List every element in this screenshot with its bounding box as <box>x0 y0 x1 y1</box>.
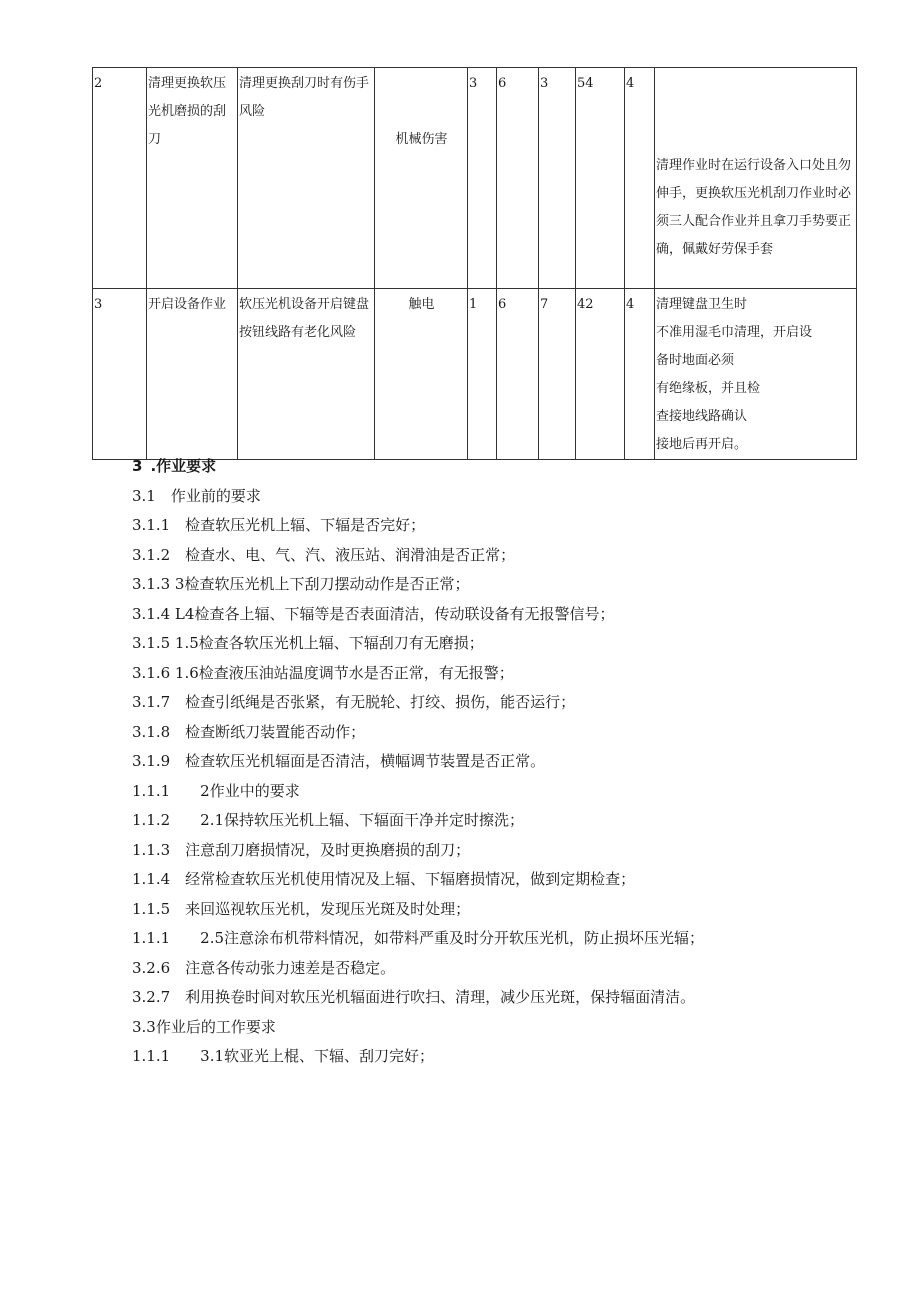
table-row <box>93 68 857 289</box>
cell-level: 4 <box>625 289 655 460</box>
text-line: 1.1.5 来回巡视软压光机，发现压光斑及时处理； <box>132 899 471 918</box>
cell-risk: 软压光机设备开启键盘按钮线路有老化风险 <box>238 289 375 460</box>
measure-line: 接地后再开启。 <box>656 437 748 452</box>
text-line: 3.1.4 L4检查各上辐、下辐等是否表面清洁，传动联设备有无报警信号； <box>132 604 615 623</box>
cell-measures <box>655 289 857 460</box>
text-line: 1.1.1 3.1软亚光上棍、下辐、刮刀完好； <box>132 1047 435 1065</box>
text-line: 3.2.7 利用换卷时间对软压光机辐面进行吹扫、清理，减少压光斑，保持辐面清洁。 <box>132 988 696 1006</box>
measure-line: 查接地线路确认 <box>656 409 748 424</box>
section-title: .作业要求 <box>150 457 217 475</box>
text-line: 3.1.9 检查软压光机辐面是否清洁，横幅调节装置是否正常。 <box>132 752 546 770</box>
cell-e: 6 <box>497 289 539 460</box>
section-number: 3 <box>132 457 143 475</box>
cell-l: 3 <box>468 68 497 289</box>
text-line: 1.1.1 2.5注意涂布机带料情况，如带料严重及时分开软压光机，防止损坏压光辐； <box>132 929 705 947</box>
table-row <box>93 289 857 460</box>
cell-c: 3 <box>539 68 576 289</box>
measure-line: 有绝缘板，并且检 <box>656 381 761 396</box>
cell-hazard: 机械伤害 <box>395 132 448 147</box>
cell-no: 3 <box>93 289 147 460</box>
text-line: 3.1 作业前的要求 <box>132 486 261 505</box>
cell-hazard: 触电 <box>375 289 468 460</box>
cell-hazard-wrap <box>375 68 468 289</box>
measure-line: 清理键盘卫生时 <box>656 297 748 312</box>
text-line: 3.2.6 注意各传动张力速差是否稳定。 <box>132 958 396 977</box>
text-line: 3.1.5 1.5检查各软压光机上辐、下辐刮刀有无磨损； <box>132 634 484 652</box>
cell-measures: 清理作业时在运行设备入口处且勿伸手，更换软压光机刮刀作业时必须三人配合作业并且拿刀手势要正确，佩戴好劳保手套 <box>656 158 852 257</box>
text-line: 3.1.3 3检查软压光机上下刮刀摆动动作是否正常； <box>132 575 470 593</box>
cell-no: 2 <box>93 68 147 289</box>
text-line: 1.1.1 2作业中的要求 <box>132 781 300 800</box>
cell-measures-wrap <box>655 68 857 289</box>
cell-c: 7 <box>539 289 576 460</box>
measure-line: 备时地面必须 <box>656 353 735 368</box>
cell-level: 4 <box>625 68 655 289</box>
section-heading <box>132 452 892 482</box>
cell-d: 54 <box>576 68 625 289</box>
cell-e: 6 <box>497 68 539 289</box>
text-line: 3.1.6 1.6检查液压油站温度调节水是否正常，有无报警； <box>132 663 514 682</box>
text-line: 3.1.8 检查断纸刀装置能否动作； <box>132 722 366 741</box>
cell-l: 1 <box>468 289 497 460</box>
text-line: 3.3作业后的工作要求 <box>132 1017 276 1036</box>
cell-task: 开启设备作业 <box>147 289 238 460</box>
cell-risk: 清理更换刮刀时有伤手风险 <box>238 68 375 289</box>
cell-d: 42 <box>576 289 625 460</box>
text-line: 3.1.7 检查引纸绳是否张紧，有无脱轮、打绞、损伤，能否运行； <box>132 693 576 711</box>
text-line: 1.1.4 经常检查软压光机使用情况及上辐、下辐磨损情况，做到定期检查； <box>132 870 636 888</box>
text-line: 3.1.2 检查水、电、气、汽、液压站、润滑油是否正常； <box>132 545 516 564</box>
text-line: 3.1.1 检查软压光机上辐、下辐是否完好； <box>132 516 426 534</box>
measure-line: 不准用湿毛巾清理，开启设 <box>656 325 813 340</box>
work-requirements <box>132 452 892 1072</box>
text-line: 1.1.2 2.1保持软压光机上辐、下辐面干净并定时擦洗； <box>132 811 525 829</box>
risk-assessment-table <box>92 67 857 460</box>
cell-task: 清理更换软压光机磨损的刮刀 <box>147 68 238 289</box>
text-line: 1.1.3 注意刮刀磨损情况，及时更换磨损的刮刀； <box>132 840 471 859</box>
